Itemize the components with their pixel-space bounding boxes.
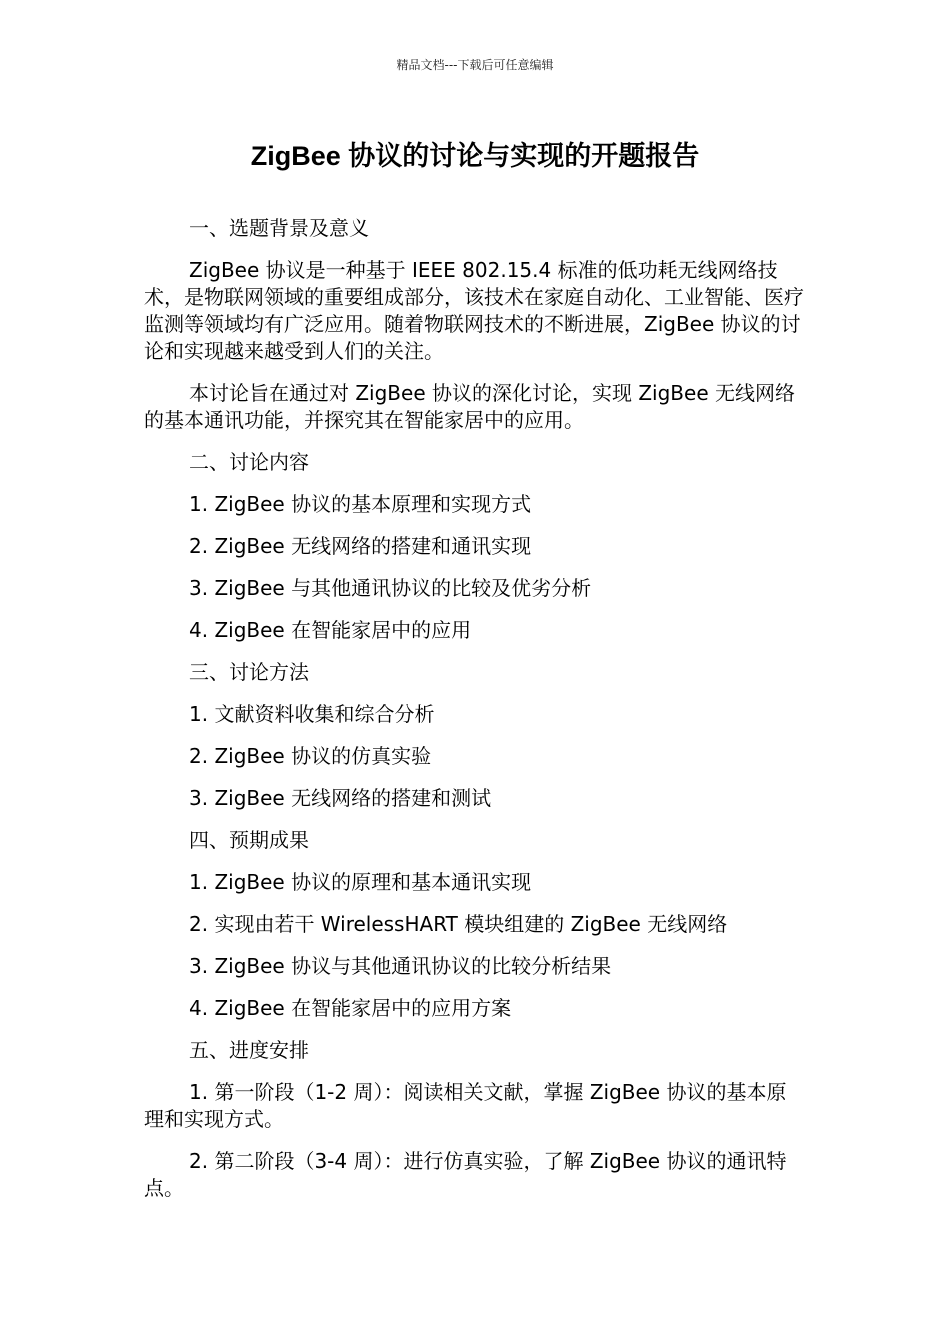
header-note: 精品文档---下载后可任意编辑 (396, 58, 554, 72)
section-heading-method: 三、讨论方法 (189, 660, 309, 684)
body-paragraph: ZigBee 协议是一种基于 IEEE 802.15.4 标准的低功耗无线网络技术，是物联网领域的重要组成部分，该技术在家庭自动化、工业智能、医疗监测等领域均有广泛应用。随着物联网技术的不断进展，ZigBee 协议的讨论和实现越来越受到人们的关注。 (144, 258, 804, 363)
document-title: ZigBee 协议的讨论与实现的开题报告 (250, 141, 700, 171)
list-item: 2. 实现由若干 WirelessHART 模块组建的 ZigBee 无线网络 (189, 912, 728, 936)
schedule-item: 2. 第二阶段（3-4 周）：进行仿真实验，了解 ZigBee 协议的通讯特点。 (144, 1149, 787, 1200)
list-item: 1. ZigBee 协议的基本原理和实现方式 (189, 492, 532, 516)
section-heading-content: 二、讨论内容 (189, 450, 309, 474)
list-item: 2. ZigBee 协议的仿真实验 (189, 744, 432, 768)
list-item: 3. ZigBee 无线网络的搭建和测试 (189, 786, 492, 810)
section-heading-results: 四、预期成果 (189, 828, 309, 852)
body-paragraph: 本讨论旨在通过对 ZigBee 协议的深化讨论，实现 ZigBee 无线网络的基本通讯功能，并探究其在智能家居中的应用。 (144, 381, 795, 432)
list-item: 4. ZigBee 在智能家居中的应用方案 (189, 996, 512, 1020)
section-heading-background: 一、选题背景及意义 (189, 216, 369, 240)
list-item: 1. 文献资料收集和综合分析 (189, 702, 435, 726)
document-body (144, 215, 804, 1217)
list-item: 3. ZigBee 与其他通讯协议的比较及优劣分析 (189, 576, 592, 600)
schedule-item: 1. 第一阶段（1-2 周）：阅读相关文献，掌握 ZigBee 协议的基本原理和实现方式。 (144, 1080, 787, 1131)
list-item: 3. ZigBee 协议与其他通讯协议的比较分析结果 (189, 954, 612, 978)
list-item: 2. ZigBee 无线网络的搭建和通讯实现 (189, 534, 532, 558)
list-item: 1. ZigBee 协议的原理和基本通讯实现 (189, 870, 532, 894)
list-item: 4. ZigBee 在智能家居中的应用 (189, 618, 472, 642)
section-heading-schedule: 五、进度安排 (189, 1038, 309, 1062)
